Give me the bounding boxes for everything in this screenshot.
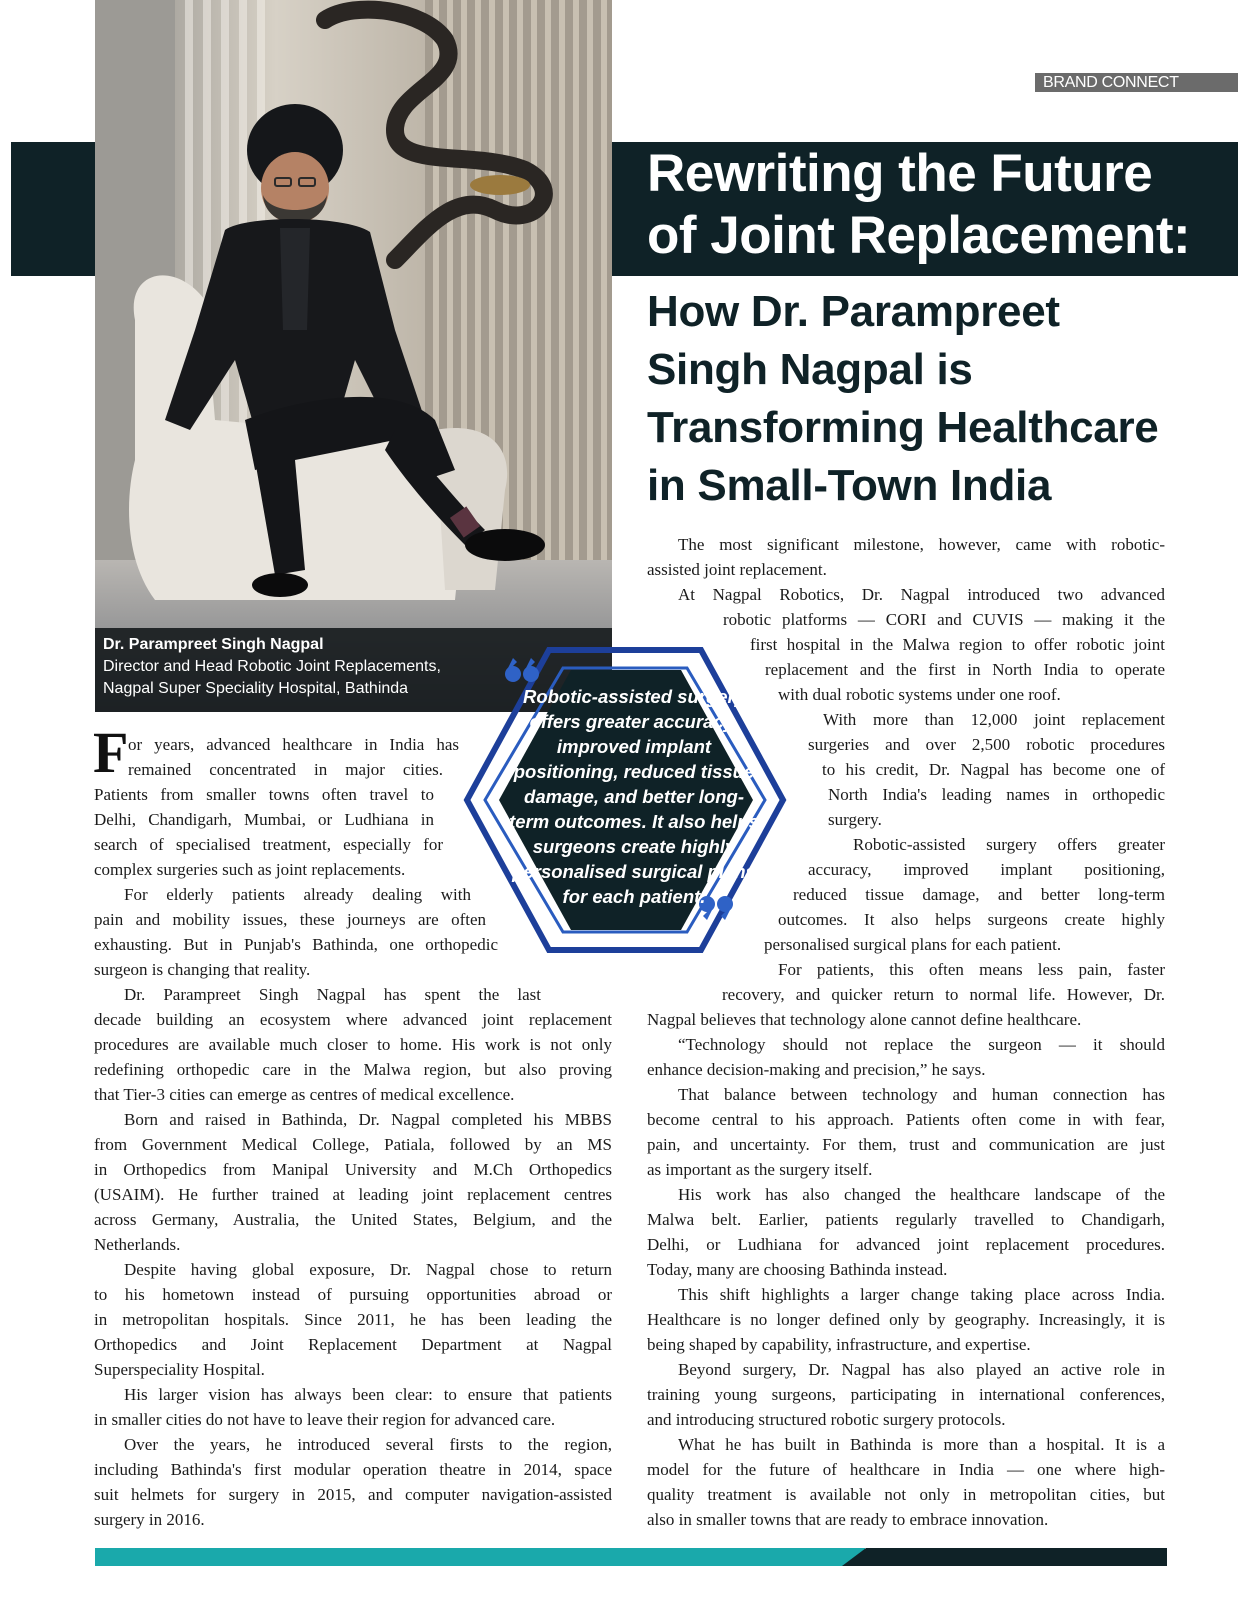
left-line: Patients from smaller towns often travel to — [94, 785, 434, 804]
left-line: (USAIM). He further trained at leading joint replacement centres — [94, 1185, 612, 1204]
footer-bar-teal — [95, 1548, 865, 1566]
right-line: With more than 12,000 joint replacement — [823, 710, 1165, 729]
left-line: across Germany, Australia, the United States, Belgium, and the — [94, 1210, 612, 1229]
right-line: outcomes. It also helps surgeons create highly — [778, 910, 1165, 929]
right-line: accuracy, improved implant positioning, — [808, 860, 1165, 879]
subheadline-line-1: How Dr. Parampreet — [647, 287, 1060, 336]
right-line: and introducing structured robotic surgery protocols. — [647, 1410, 1006, 1429]
left-line: in metropolitan hospitals. Since 2011, he has been leading the — [94, 1310, 612, 1329]
right-line: At Nagpal Robotics, Dr. Nagpal introduced two advanced — [678, 585, 1165, 604]
right-line: assisted joint replacement. — [647, 560, 827, 579]
title-band-left — [11, 142, 95, 276]
left-line: suit helmets for surgery in 2015, and computer navigation-assisted — [94, 1485, 612, 1504]
left-line: Delhi, Chandigarh, Mumbai, or Ludhiana in — [94, 810, 434, 829]
right-line: “Technology should not replace the surgeon — it should — [678, 1035, 1165, 1054]
left-line: to his hometown instead of pursuing opportunities abroad or — [94, 1285, 612, 1304]
right-line: What he has built in Bathinda is more than a hospital. It is a — [678, 1435, 1165, 1454]
left-line: remained concentrated in major cities. — [128, 760, 443, 779]
pull-quote-text: Robotic-assisted surgery offers greater accuracy, improved implant positioning, reduced tissue damage, and better long-term outcomes. It also helps surgeons create highly personalised surgical plans for each patient. — [509, 686, 759, 907]
left-line: Born and raised in Bathinda, Dr. Nagpal completed his MBBS — [124, 1110, 612, 1129]
right-line: enhance decision-making and precision,” he says. — [647, 1060, 986, 1079]
right-line: surgeries and over 2,500 robotic procedures — [808, 735, 1165, 754]
right-line: Healthcare is no longer defined only by geography. Increasingly, it is — [647, 1310, 1165, 1329]
right-line: This shift highlights a larger change taking place across India. — [678, 1285, 1165, 1304]
left-line: search of specialised treatment, especially for — [94, 835, 443, 854]
drop-cap: F — [93, 720, 129, 785]
left-line: that Tier-3 cities can emerge as centres of medical excellence. — [94, 1085, 515, 1104]
right-line: Malwa belt. Earlier, patients regularly travelled to Chandigarh, — [647, 1210, 1165, 1229]
headline-line-2: of Joint Replacement: — [647, 206, 1191, 265]
caption-role-line-1: Director and Head Robotic Joint Replacements, — [103, 658, 441, 675]
left-line: exhausting. But in Punjab's Bathinda, one orthopedic — [94, 935, 498, 954]
left-line: His larger vision has always been clear: to ensure that patients — [124, 1385, 612, 1404]
brand-connect-tag: BRAND CONNECT — [1035, 73, 1238, 92]
subheadline — [647, 283, 1227, 515]
right-line: recovery, and quicker return to normal life. However, Dr. — [722, 985, 1165, 1004]
right-line: replacement and the first in North India to operate — [765, 660, 1165, 679]
left-line: pain and mobility issues, these journeys are often — [94, 910, 486, 929]
right-line: Delhi, or Ludhiana for advanced joint replacement procedures. — [647, 1235, 1165, 1254]
right-line: to his credit, Dr. Nagpal has become one of — [822, 760, 1165, 779]
left-line: surgeon is changing that reality. — [94, 960, 311, 979]
open-quote-icon — [505, 658, 539, 682]
right-line: Robotic-assisted surgery offers greater — [853, 835, 1165, 854]
caption-role-line-2: Nagpal Super Speciality Hospital, Bathinda — [103, 680, 409, 697]
headline — [647, 143, 1227, 267]
right-line: Beyond surgery, Dr. Nagpal has also played an active role in — [678, 1360, 1165, 1379]
left-line: Despite having global exposure, Dr. Nagpal chose to return — [124, 1260, 612, 1279]
right-line: Today, many are choosing Bathinda instead. — [647, 1260, 948, 1279]
right-line: reduced tissue damage, and better long-term — [793, 885, 1165, 904]
left-line: Superspeciality Hospital. — [94, 1360, 265, 1379]
right-line: For patients, this often means less pain, faster — [778, 960, 1165, 979]
left-line: surgery in 2016. — [94, 1510, 205, 1529]
subheadline-line-4: in Small-Town India — [647, 461, 1052, 510]
right-line: North India's leading names in orthopedic — [828, 785, 1165, 804]
left-line: redefining orthopedic care in the Malwa region, but also proving — [94, 1060, 612, 1079]
right-line: pain, and uncertainty. For them, trust and communication are just — [647, 1135, 1165, 1154]
headline-line-1: Rewriting the Future — [647, 144, 1153, 203]
left-line: complex surgeries such as joint replacements. — [94, 860, 406, 879]
left-line: procedures are available much closer to home. His work is not only — [94, 1035, 612, 1054]
right-line: model for the future of healthcare in India — one where high- — [647, 1460, 1165, 1479]
left-line: decade building an ecosystem where advanced joint replacement — [94, 1010, 612, 1029]
left-line: or years, advanced healthcare in India has — [128, 735, 459, 754]
left-line: in Orthopedics from Manipal University and M.Ch Orthopedics — [94, 1160, 612, 1179]
subheadline-line-3: Transforming Healthcare — [647, 403, 1159, 452]
right-line: as important as the surgery itself. — [647, 1160, 873, 1179]
left-line: For elderly patients already dealing with — [124, 885, 471, 904]
left-line: Dr. Parampreet Singh Nagpal has spent the last — [124, 985, 541, 1004]
right-line: training young surgeons, participating in international conferences, — [647, 1385, 1165, 1404]
left-line: from Government Medical College, Patiala, followed by an MS — [94, 1135, 612, 1154]
right-line: first hospital in the Malwa region to offer robotic joint — [750, 635, 1165, 654]
left-line: Netherlands. — [94, 1235, 181, 1254]
right-line: personalised surgical plans for each patient. — [764, 935, 1062, 954]
subheadline-line-2: Singh Nagpal is — [647, 345, 973, 394]
right-line: quality treatment is available not only in metropolitan cities, but — [647, 1485, 1165, 1504]
right-line: That balance between technology and human connection has — [678, 1085, 1165, 1104]
right-line: Nagpal believes that technology alone cannot define healthcare. — [647, 1010, 1082, 1029]
left-line: in smaller cities do not have to leave their region for advanced care. — [94, 1410, 556, 1429]
right-line: being shaped by capability, infrastructure, and expertise. — [647, 1335, 1031, 1354]
right-line: with dual robotic systems under one roof. — [778, 685, 1061, 704]
right-line: become central to his approach. Patients often come in with fear, — [647, 1110, 1165, 1129]
right-line: His work has also changed the healthcare landscape of the — [678, 1185, 1165, 1204]
footer-bar-dark — [842, 1548, 1167, 1566]
left-line: Over the years, he introduced several firsts to the region, — [124, 1435, 612, 1454]
portrait-illustration — [95, 0, 612, 712]
caption-name: Dr. Parampreet Singh Nagpal — [103, 636, 324, 653]
right-line: also in smaller towns that are ready to embrace innovation. — [647, 1510, 1049, 1529]
right-line: robotic platforms — CORI and CUVIS — making it the — [723, 610, 1165, 629]
right-line: The most significant milestone, however, came with robotic- — [678, 535, 1165, 554]
portrait-photo — [95, 0, 612, 712]
left-line: Orthopedics and Joint Replacement Department at Nagpal — [94, 1335, 612, 1354]
right-line: surgery. — [828, 810, 882, 829]
left-line: including Bathinda's first modular operation theatre in 2014, space — [94, 1460, 612, 1479]
